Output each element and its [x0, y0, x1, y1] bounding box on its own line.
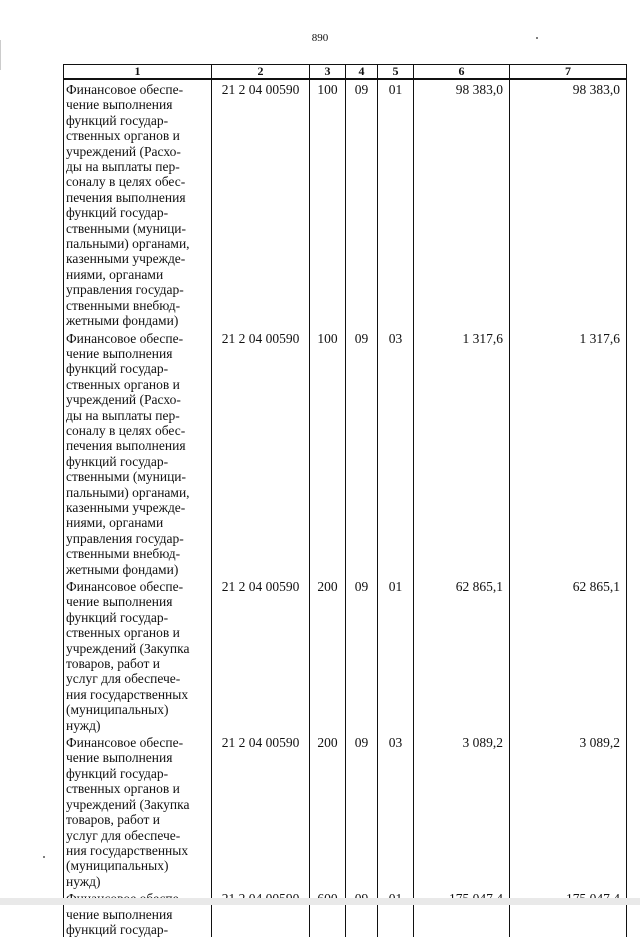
column-header: 1	[64, 65, 212, 80]
table-row	[64, 329, 627, 578]
row-description: Финансовое обеспе- чение выполнения функций государ- ственных органов и учреждений (Расхо- ды на выплаты пер- соналу в целях обес- печения выполнения функций государ- ственными (муници- пальными) органами, казенными учрежде- ниями, органами управления государ- ственными внебюд- жетными фондами)	[64, 329, 212, 578]
row-col3: 100	[310, 79, 346, 329]
row-amount-col6: 3 089,2	[414, 733, 510, 889]
scan-speck	[43, 856, 45, 858]
row-amount-col6: 62 865,1	[414, 577, 510, 733]
table-row	[64, 889, 627, 937]
row-code: 21 2 04 00590	[212, 733, 310, 889]
row-code	[212, 889, 310, 937]
row-col5: 01	[378, 79, 414, 329]
scan-edge-artifact	[0, 40, 1, 70]
row-amount-col7	[510, 889, 627, 937]
row-col5: 03	[378, 733, 414, 889]
row-col3	[310, 889, 346, 937]
column-header: 3	[310, 65, 346, 80]
row-col3: 200	[310, 733, 346, 889]
column-header: 6	[414, 65, 510, 80]
row-amount-col7: 62 865,1	[510, 577, 627, 733]
table-row	[64, 79, 627, 329]
column-header: 2	[212, 65, 310, 80]
row-col3: 200	[310, 577, 346, 733]
row-col5: 01	[378, 577, 414, 733]
table-row	[64, 577, 627, 733]
row-code: 21 2 04 00590	[212, 329, 310, 578]
row-col5	[378, 889, 414, 937]
row-amount-col6	[414, 889, 510, 937]
row-amount-col7: 98 383,0	[510, 79, 627, 329]
row-col4: 09	[346, 733, 378, 889]
row-col4: 09	[346, 79, 378, 329]
row-code: 21 2 04 00590	[212, 79, 310, 329]
scan-bottom-edge	[0, 898, 640, 905]
row-code: 21 2 04 00590	[212, 577, 310, 733]
column-header: 5	[378, 65, 414, 80]
row-description: чение выполнения функций государ-	[64, 889, 212, 937]
budget-table	[63, 64, 627, 937]
row-col3: 100	[310, 329, 346, 578]
row-col4: 09	[346, 577, 378, 733]
column-header: 4	[346, 65, 378, 80]
table-header-row	[64, 65, 627, 80]
row-col4	[346, 889, 378, 937]
column-header: 7	[510, 65, 627, 80]
page-number: 890	[311, 32, 329, 44]
table-row	[64, 733, 627, 889]
row-amount-col6: 1 317,6	[414, 329, 510, 578]
row-amount-col7: 1 317,6	[510, 329, 627, 578]
row-col5: 03	[378, 329, 414, 578]
row-col4: 09	[346, 329, 378, 578]
row-amount-col6: 98 383,0	[414, 79, 510, 329]
row-description: Финансовое обеспе- чение выполнения функций государ- ственных органов и учреждений (Расхо- ды на выплаты пер- соналу в целях обес- печения выполнения функций государ- ственными (муници- пальными) органами, казенными учрежде- ниями, органами управления государ- ственными внебюд- жетными фондами)	[64, 79, 212, 329]
row-description: Финансовое обеспе- чение выполнения функций государ- ственных органов и учреждений (Закупка товаров, работ и услуг для обеспече- ния государственных (муниципальных) нужд)	[64, 733, 212, 889]
row-description: Финансовое обеспе- чение выполнения функций государ- ственных органов и учреждений (Закупка товаров, работ и услуг для обеспече- ния государственных (муниципальных) нужд)	[64, 577, 212, 733]
row-amount-col7: 3 089,2	[510, 733, 627, 889]
